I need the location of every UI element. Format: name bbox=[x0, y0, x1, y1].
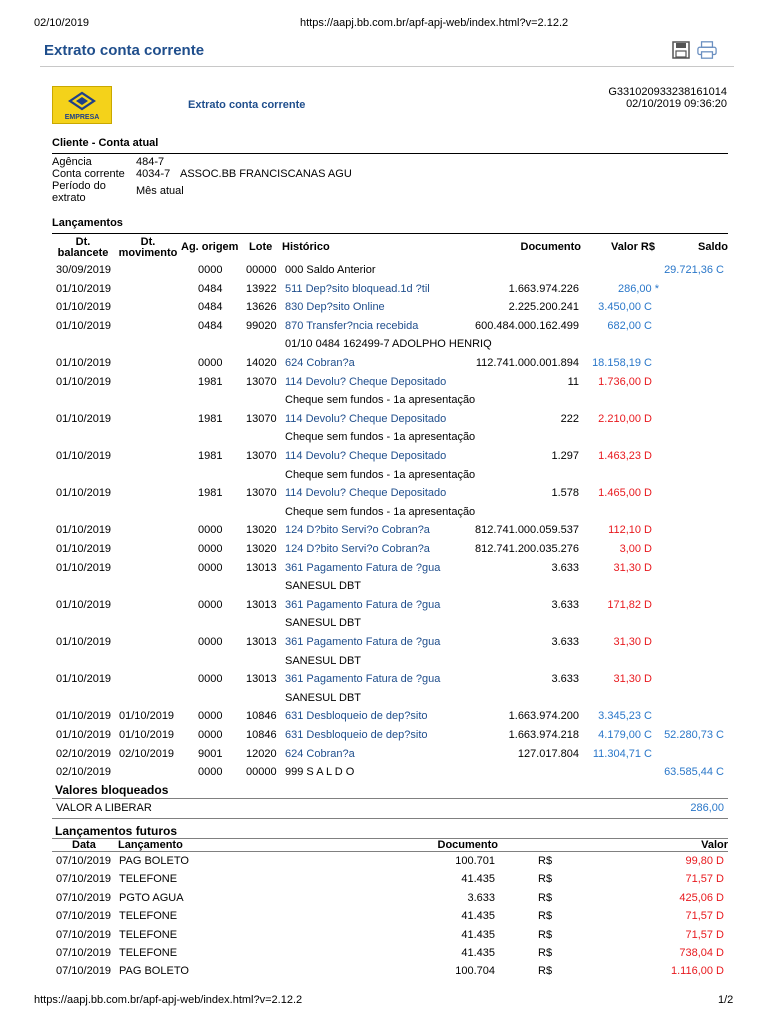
fut-data: 07/10/2019 bbox=[56, 910, 112, 923]
fut-data: 07/10/2019 bbox=[56, 965, 112, 978]
footer-page: 1/2 bbox=[718, 994, 734, 1006]
valor: 1.465,00 D bbox=[598, 487, 652, 500]
print-icon[interactable] bbox=[697, 40, 717, 60]
dt-balancete: 02/10/2019 bbox=[56, 747, 112, 760]
table-row bbox=[0, 870, 768, 888]
documento: 1.578 bbox=[551, 487, 579, 500]
futuros-heading: Lançamentos futuros bbox=[55, 824, 178, 838]
lote: 13013 bbox=[246, 598, 277, 611]
dt-balancete: 01/10/2019 bbox=[56, 319, 112, 332]
page-subtitle: Extrato conta corrente bbox=[188, 99, 306, 111]
col-dt-movimento-1: Dt. bbox=[140, 236, 156, 248]
fut-lancamento: TELEFONE bbox=[119, 928, 178, 941]
fut-valor: 71,57 D bbox=[685, 928, 724, 941]
detail-text: SANESUL DBT bbox=[285, 691, 362, 704]
valor: 4.179,00 C bbox=[598, 729, 652, 741]
documento: 600.484.000.162.499 bbox=[475, 319, 579, 332]
ag-origem: 0000 bbox=[198, 543, 223, 555]
conta-value: 4034-7 bbox=[136, 168, 171, 180]
ag-origem: 0000 bbox=[198, 710, 223, 723]
fut-documento: 100.701 bbox=[455, 855, 495, 867]
dt-balancete: 01/10/2019 bbox=[56, 561, 112, 574]
table-row bbox=[0, 373, 768, 391]
table-row bbox=[0, 410, 768, 428]
table-row-detail bbox=[0, 652, 768, 670]
detail-text: SANESUL DBT bbox=[285, 617, 362, 630]
table-row-detail bbox=[0, 503, 768, 521]
fut-documento: 41.435 bbox=[461, 928, 495, 941]
col-documento: Documento bbox=[520, 241, 581, 253]
lote: 13020 bbox=[246, 543, 277, 555]
col-lote: Lote bbox=[249, 241, 273, 253]
fut-lancamento: TELEFONE bbox=[119, 873, 178, 886]
fut-currency: R$ bbox=[538, 891, 553, 904]
dt-balancete: 01/10/2019 bbox=[56, 524, 112, 537]
table-row bbox=[0, 540, 768, 558]
valor: 31,30 D bbox=[613, 561, 652, 574]
fut-valor: 425,06 D bbox=[679, 891, 724, 904]
dt-balancete: 01/10/2019 bbox=[56, 487, 112, 500]
dt-balancete: 01/10/2019 bbox=[56, 282, 112, 295]
lote: 00000 bbox=[246, 766, 277, 779]
dt-balancete: 01/10/2019 bbox=[56, 543, 112, 555]
table-row bbox=[0, 484, 768, 502]
table-row-detail bbox=[0, 614, 768, 632]
historico: 624 Cobran?a bbox=[285, 747, 355, 760]
table-row bbox=[0, 962, 768, 980]
table-row bbox=[0, 726, 768, 744]
table-row bbox=[0, 907, 768, 925]
dt-movimento: 01/10/2019 bbox=[119, 729, 175, 741]
table-row bbox=[0, 670, 768, 688]
dt-movimento: 01/10/2019 bbox=[119, 710, 175, 723]
documento: 3.633 bbox=[551, 561, 579, 574]
documento: 11 bbox=[567, 375, 579, 388]
statement-code: G331020933238161014 bbox=[608, 86, 727, 98]
table-row bbox=[0, 280, 768, 298]
lote: 99020 bbox=[246, 319, 277, 332]
historico: 511 Dep?sito bloquead.1d ?til bbox=[285, 282, 430, 295]
fut-currency: R$ bbox=[538, 873, 553, 886]
dt-balancete: 01/10/2019 bbox=[56, 598, 112, 611]
fut-currency: R$ bbox=[538, 910, 553, 923]
ag-origem: 0000 bbox=[198, 636, 223, 648]
dt-balancete: 01/10/2019 bbox=[56, 412, 112, 425]
documento: 812.741.000.059.537 bbox=[475, 524, 579, 537]
footer-url: https://aapj.bb.com.br/apf-apj-web/index.html?v=2.12.2 bbox=[34, 994, 303, 1006]
documento: 812.741.200.035.276 bbox=[475, 543, 579, 555]
lote: 00000 bbox=[246, 264, 277, 276]
fut-valor: 738,04 D bbox=[679, 947, 724, 959]
fut-documento: 41.435 bbox=[461, 873, 495, 886]
bloqueados-heading: Valores bloqueados bbox=[55, 783, 169, 797]
col-saldo: Saldo bbox=[698, 241, 728, 253]
conta-label: Conta corrente bbox=[52, 168, 125, 180]
agencia-value: 484-7 bbox=[136, 156, 165, 168]
valor: 171,82 D bbox=[607, 598, 652, 611]
lote: 13070 bbox=[246, 487, 277, 500]
ag-origem: 0000 bbox=[198, 766, 223, 779]
documento: 112.741.000.001.894 bbox=[475, 357, 579, 369]
bank-logo bbox=[52, 86, 112, 124]
save-icon[interactable] bbox=[671, 40, 691, 60]
statement-datetime: 02/10/2019 09:36:20 bbox=[626, 98, 727, 110]
dt-balancete: 01/10/2019 bbox=[56, 301, 112, 314]
documento: 1.663.974.226 bbox=[508, 282, 579, 295]
bloqueados-label: VALOR A LIBERAR bbox=[56, 802, 152, 814]
table-row-detail bbox=[0, 428, 768, 446]
detail-text: Cheque sem fundos - 1a apresentação bbox=[285, 394, 476, 407]
historico: 000 Saldo Anterior bbox=[285, 264, 376, 276]
valor: 2.210,00 D bbox=[598, 412, 652, 425]
table-row bbox=[0, 889, 768, 907]
ag-origem: 0484 bbox=[198, 301, 223, 314]
detail-text: 01/10 0484 162499-7 ADOLPHO HENRIQ bbox=[285, 338, 492, 351]
col-dt-balancete-2: balancete bbox=[57, 247, 109, 259]
lote: 13020 bbox=[246, 524, 277, 537]
fut-lancamento: PAG BOLETO bbox=[119, 855, 189, 867]
historico: 114 Devolu? Cheque Depositado bbox=[285, 487, 447, 500]
lote: 10846 bbox=[246, 729, 277, 741]
lote: 13070 bbox=[246, 375, 277, 388]
historico: 361 Pagamento Fatura de ?gua bbox=[285, 673, 441, 686]
print-date: 02/10/2019 bbox=[34, 17, 90, 29]
documento: 127.017.804 bbox=[517, 747, 579, 760]
documento: 2.225.200.241 bbox=[508, 301, 579, 314]
valor: 31,30 D bbox=[613, 636, 652, 648]
col-valor: Valor R$ bbox=[610, 241, 655, 253]
page-title: Extrato conta corrente bbox=[44, 42, 205, 59]
lote: 13070 bbox=[246, 450, 277, 462]
lote: 13070 bbox=[246, 412, 277, 425]
detail-text: Cheque sem fundos - 1a apresentação bbox=[285, 505, 476, 518]
table-row bbox=[0, 354, 768, 372]
fut-lancamento: TELEFONE bbox=[119, 947, 178, 959]
bloqueados-value: 286,00 bbox=[690, 802, 724, 814]
table-row bbox=[0, 559, 768, 577]
documento: 222 bbox=[560, 412, 579, 425]
table-row-detail bbox=[0, 391, 768, 409]
dt-balancete: 01/10/2019 bbox=[56, 357, 112, 369]
historico: 114 Devolu? Cheque Depositado bbox=[285, 412, 447, 425]
fut-currency: R$ bbox=[538, 855, 553, 867]
historico: 830 Dep?sito Online bbox=[285, 301, 385, 314]
detail-text: Cheque sem fundos - 1a apresentação bbox=[285, 468, 476, 481]
valor: 3,00 D bbox=[619, 543, 652, 555]
table-row bbox=[0, 926, 768, 944]
ag-origem: 1981 bbox=[198, 487, 223, 500]
detail-text: Cheque sem fundos - 1a apresentação bbox=[285, 431, 476, 444]
periodo-value: Mês atual bbox=[136, 185, 184, 197]
fut-col-data: Data bbox=[72, 839, 96, 851]
table-row bbox=[0, 521, 768, 539]
table-row bbox=[0, 298, 768, 316]
table-row-detail bbox=[0, 335, 768, 353]
fut-currency: R$ bbox=[538, 928, 553, 941]
historico: 124 D?bito Servi?o Cobran?a bbox=[285, 543, 430, 555]
historico: 624 Cobran?a bbox=[285, 357, 355, 369]
table-row-detail bbox=[0, 689, 768, 707]
saldo: 29.721,36 C bbox=[664, 264, 724, 276]
table-row bbox=[0, 745, 768, 763]
periodo-label-1: Período do bbox=[52, 180, 106, 192]
historico: 361 Pagamento Fatura de ?gua bbox=[285, 561, 441, 574]
statement-id bbox=[608, 86, 727, 110]
ag-origem: 1981 bbox=[198, 450, 223, 462]
agencia-label: Agência bbox=[52, 156, 92, 168]
lancamentos-divider bbox=[52, 233, 728, 234]
ag-origem: 0000 bbox=[198, 357, 223, 369]
ag-origem: 0000 bbox=[198, 264, 223, 276]
documento: 3.633 bbox=[551, 636, 579, 648]
table-row-detail bbox=[0, 466, 768, 484]
col-dt-movimento-2: movimento bbox=[118, 247, 178, 259]
valor: 682,00 C bbox=[607, 319, 652, 332]
ag-origem: 0000 bbox=[198, 561, 223, 574]
valor: 1.736,00 D bbox=[598, 375, 652, 388]
ag-origem: 9001 bbox=[198, 747, 223, 760]
fut-valor: 1.116,00 D bbox=[670, 965, 724, 978]
table-row bbox=[0, 707, 768, 725]
print-url: https://aapj.bb.com.br/apf-apj-web/index.html?v=2.12.2 bbox=[300, 17, 569, 29]
fut-lancamento: PGTO AGUA bbox=[119, 891, 184, 904]
historico: 361 Pagamento Fatura de ?gua bbox=[285, 598, 441, 611]
periodo-label-2: extrato bbox=[52, 192, 86, 204]
historico: 124 D?bito Servi?o Cobran?a bbox=[285, 524, 430, 537]
table-row bbox=[0, 763, 768, 781]
historico: 631 Desbloqueio de dep?sito bbox=[285, 710, 428, 723]
fut-data: 07/10/2019 bbox=[56, 928, 112, 941]
ag-origem: 1981 bbox=[198, 412, 223, 425]
historico: 631 Desbloqueio de dep?sito bbox=[285, 729, 428, 741]
valor: 286,00 * bbox=[618, 282, 659, 295]
ag-origem: 0484 bbox=[198, 282, 223, 295]
dt-balancete: 02/10/2019 bbox=[56, 766, 112, 779]
dt-balancete: 01/10/2019 bbox=[56, 729, 112, 741]
table-row bbox=[0, 317, 768, 335]
detail-text: SANESUL DBT bbox=[285, 580, 362, 593]
dt-balancete: 01/10/2019 bbox=[56, 710, 112, 723]
fut-data: 07/10/2019 bbox=[56, 873, 112, 886]
ag-origem: 1981 bbox=[198, 375, 223, 388]
fut-col-lancamento: Lançamento bbox=[118, 839, 183, 851]
fut-currency: R$ bbox=[538, 947, 553, 959]
bb-logo-icon bbox=[67, 91, 97, 111]
documento: 3.633 bbox=[551, 598, 579, 611]
lote: 14020 bbox=[246, 357, 277, 369]
lote: 12020 bbox=[246, 747, 277, 760]
dt-balancete: 01/10/2019 bbox=[56, 450, 112, 462]
lancamentos-heading: Lançamentos bbox=[52, 217, 123, 229]
lote: 13922 bbox=[246, 282, 277, 295]
valor: 31,30 D bbox=[613, 673, 652, 686]
col-historico: Histórico bbox=[282, 241, 330, 253]
fut-valor: 71,57 D bbox=[685, 910, 724, 923]
fut-col-documento: Documento bbox=[437, 839, 498, 851]
lote: 13626 bbox=[246, 301, 277, 314]
fut-documento: 41.435 bbox=[461, 947, 495, 959]
fut-documento: 3.633 bbox=[467, 891, 495, 904]
title-divider bbox=[40, 66, 734, 67]
dt-balancete: 01/10/2019 bbox=[56, 636, 112, 648]
fut-lancamento: PAG BOLETO bbox=[119, 965, 189, 978]
client-heading: Cliente - Conta atual bbox=[52, 137, 159, 149]
valor: 112,10 D bbox=[608, 524, 652, 537]
lote: 13013 bbox=[246, 636, 277, 648]
col-ag-origem: Ag. origem bbox=[181, 241, 239, 253]
dt-balancete: 01/10/2019 bbox=[56, 375, 112, 388]
fut-lancamento: TELEFONE bbox=[119, 910, 178, 923]
fut-valor: 71,57 D bbox=[685, 873, 724, 886]
table-row bbox=[0, 261, 768, 279]
documento: 3.633 bbox=[551, 673, 579, 686]
ag-origem: 0000 bbox=[198, 524, 223, 537]
table-row bbox=[0, 447, 768, 465]
table-row-detail bbox=[0, 577, 768, 595]
client-divider bbox=[52, 153, 728, 154]
fut-documento: 41.435 bbox=[461, 910, 495, 923]
fut-currency: R$ bbox=[538, 965, 553, 978]
table-row bbox=[0, 633, 768, 651]
ag-origem: 0000 bbox=[198, 729, 223, 741]
saldo: 63.585,44 C bbox=[664, 766, 724, 779]
bloqueados-divider bbox=[52, 798, 728, 799]
ag-origem: 0484 bbox=[198, 319, 223, 332]
ag-origem: 0000 bbox=[198, 598, 223, 611]
lote: 13013 bbox=[246, 673, 277, 686]
historico: 999 S A L D O bbox=[285, 766, 355, 779]
dt-balancete: 01/10/2019 bbox=[56, 673, 112, 686]
table-row bbox=[0, 596, 768, 614]
detail-text: SANESUL DBT bbox=[285, 654, 362, 667]
valor: 1.463,23 D bbox=[598, 450, 652, 462]
lote: 13013 bbox=[246, 561, 277, 574]
fut-data: 07/10/2019 bbox=[56, 855, 112, 867]
bloqueados-bottom-divider bbox=[52, 818, 728, 819]
dt-balancete: 30/09/2019 bbox=[56, 264, 112, 276]
fut-documento: 100.704 bbox=[455, 965, 495, 978]
documento: 1.663.974.218 bbox=[508, 729, 579, 741]
lote: 10846 bbox=[246, 710, 277, 723]
documento: 1.663.974.200 bbox=[508, 710, 579, 723]
fut-col-valor: Valor bbox=[701, 839, 728, 851]
historico: 870 Transfer?ncia recebida bbox=[285, 319, 419, 332]
historico: 361 Pagamento Fatura de ?gua bbox=[285, 636, 441, 648]
valor: 11.304,71 C bbox=[592, 747, 652, 760]
valor: 3.345,23 C bbox=[598, 710, 652, 723]
historico: 114 Devolu? Cheque Depositado bbox=[285, 375, 447, 388]
historico: 114 Devolu? Cheque Depositado bbox=[285, 450, 447, 462]
col-dt-balancete-1: Dt. bbox=[75, 236, 91, 248]
fut-valor: 99,80 D bbox=[685, 855, 724, 867]
saldo: 52.280,73 C bbox=[664, 729, 724, 741]
valor: 18.158,19 C bbox=[592, 357, 652, 369]
fut-data: 07/10/2019 bbox=[56, 947, 112, 959]
ag-origem: 0000 bbox=[198, 673, 223, 686]
conta-name: ASSOC.BB FRANCISCANAS AGU bbox=[180, 168, 352, 180]
valor: 3.450,00 C bbox=[598, 301, 652, 314]
table-row bbox=[0, 944, 768, 962]
table-row bbox=[0, 852, 768, 870]
dt-movimento: 02/10/2019 bbox=[119, 747, 175, 760]
fut-data: 07/10/2019 bbox=[56, 891, 112, 904]
logo-text: EMPRESA bbox=[64, 114, 100, 121]
documento: 1.297 bbox=[551, 450, 579, 462]
